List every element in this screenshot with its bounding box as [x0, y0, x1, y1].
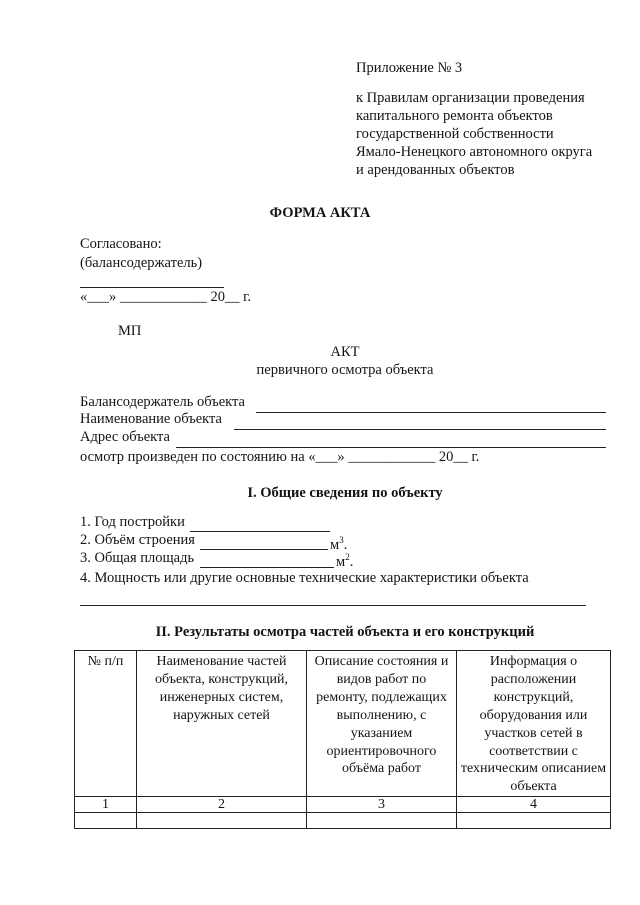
appendix-line: к Правилам организации проведения — [356, 90, 585, 106]
field-inspection-date: осмотр произведен по состоянию на «___» ____________ 20__ г. — [80, 449, 480, 465]
appendix-line: Ямало-Ненецкого автономного округа — [356, 144, 593, 160]
column-number: 1 — [75, 797, 137, 813]
section1-heading: I. Общие сведения по объекту — [247, 485, 443, 501]
table-cell — [307, 813, 457, 829]
item-area-line — [200, 567, 334, 568]
column-header: Информация о расположении конструкций, оборудования или участков сетей в соответствии с техническим описанием объекта — [457, 651, 611, 797]
act-subtitle: первичного осмотра объекта — [256, 362, 434, 378]
approval-agreed: Согласовано: — [80, 236, 162, 252]
column-number: 3 — [307, 797, 457, 813]
field-object-address: Адрес объекта — [80, 429, 170, 445]
item-capacity-line — [80, 605, 586, 606]
appendix-line: государственной собственности — [356, 126, 554, 142]
item-year-built-line — [190, 531, 330, 532]
column-number: 4 — [457, 797, 611, 813]
table-column-numbers — [75, 797, 611, 813]
table-row — [75, 813, 611, 829]
field-object-name-line — [234, 429, 606, 430]
appendix-line: капитального ремонта объектов — [356, 108, 553, 124]
appendix-title: Приложение № 3 — [356, 60, 463, 76]
field-balance-holder-line — [256, 412, 606, 413]
approval-holder: (балансодержатель) — [80, 255, 203, 271]
appendix-line: и арендованных объектов — [356, 162, 515, 178]
column-header: Описание состояния и видов работ по ремонту, подлежащих выполнению, с указанием ориентировочного объёма работ — [307, 651, 457, 797]
item-area: 3. Общая площадь — [80, 550, 195, 566]
item-volume: 2. Объём строения — [80, 532, 195, 548]
appendix-note — [356, 89, 592, 179]
act-title: АКТ — [330, 344, 360, 360]
signature-line — [80, 287, 224, 288]
column-number: 2 — [137, 797, 307, 813]
column-header: № п/п — [75, 651, 137, 797]
field-object-name: Наименование объекта — [80, 411, 222, 427]
field-object-address-line — [176, 447, 606, 448]
column-header: Наименование частей объекта, конструкций, инженерных систем, наружных сетей — [137, 651, 307, 797]
item-year-built: 1. Год постройки — [80, 514, 185, 530]
field-balance-holder: Балансодержатель объекта — [80, 394, 245, 410]
approval-date: «___» ____________ 20__ г. — [80, 289, 252, 305]
form-title: ФОРМА АКТА — [269, 205, 371, 221]
table-cell — [75, 813, 137, 829]
section2-heading: II. Результаты осмотра частей объекта и его конструкций — [155, 624, 535, 640]
table-cell — [137, 813, 307, 829]
table-cell — [457, 813, 611, 829]
inspection-results-table — [74, 650, 611, 829]
item-volume-line — [200, 549, 328, 550]
table-header-row — [75, 651, 611, 797]
unit-m3: $м^3$. — [330, 535, 348, 553]
unit-m2: $м^2$. — [336, 552, 354, 570]
stamp-label: МП — [118, 323, 142, 339]
item-capacity: 4. Мощность или другие основные технические характеристики объекта — [80, 570, 529, 586]
